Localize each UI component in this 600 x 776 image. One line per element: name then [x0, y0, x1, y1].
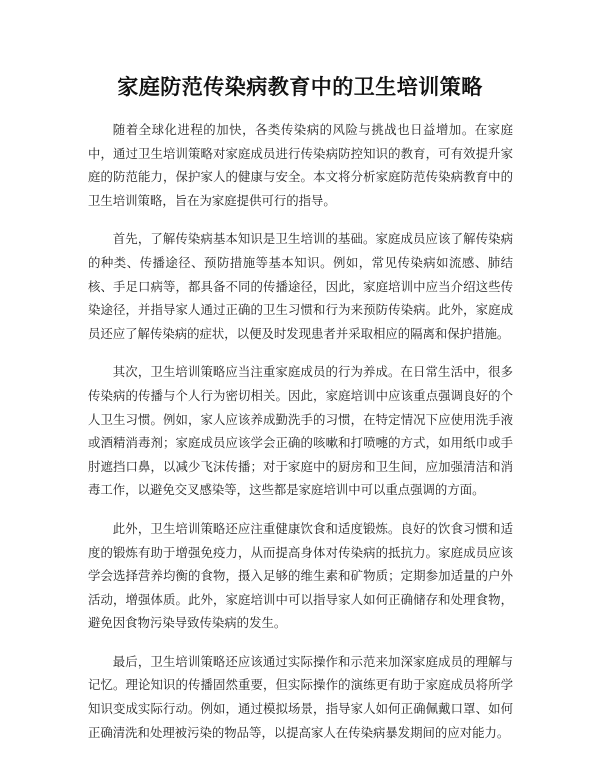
paragraph-third: 此外，卫生培训策略还应注重健康饮食和适度锻炼。良好的饮食习惯和适度的锻炼有助于增强免疫力，从而提高身体对传染病的抵抗力。家庭成员应该学会选择营养均衡的食物，摄入足够的维生素和矿物质；定期参加适量的户外活动，增强体质。此外，家庭培训中可以指导家人如何正确储存和处理食物，避免因食物污染导致传染病的发生。	[88, 520, 513, 631]
paragraph-first: 首先，了解传染病基本知识是卫生培训的基础。家庭成员应该了解传染病的种类、传播途径、预防措施等基本知识。例如，常见传染病如流感、肺结核、手足口病等，都具备不同的传播途径，因此，家庭培训中应当介绍这些传染途径，并指导家人通过正确的卫生习惯和行为来预防传染病。此外，家庭成员还应了解传染病的症状，以便及时发现患者并采取相应的隔离和保护措施。	[88, 231, 513, 341]
paragraph-intro: 随着全球化进程的加快，各类传染病的风险与挑战也日益增加。在家庭中，通过卫生培训策略对家庭成员进行传染病防控知识的教育，可有效提升家庭的防范能力，保护家人的健康与安全。本文将分析家庭防范传染病教育中的卫生培训策略，旨在为家庭提供可行的指导。	[88, 122, 513, 208]
paragraph-last: 最后，卫生培训策略还应该通过实际操作和示范来加深家庭成员的理解与记忆。理论知识的传播固然重要，但实际操作的演练更有助于家庭成员将所学知识变成实际行动。例如，通过模拟场景，指导家人如何正确佩戴口罩、如何正确清洗和处理被污染的物品等，以提高家人在传染病暴发期间的应对能力。	[88, 653, 513, 740]
document-title: 家庭防范传染病教育中的卫生培训策略	[117, 75, 483, 99]
document-body	[88, 118, 513, 759]
paragraph-second: 其次，卫生培训策略应当注重家庭成员的行为养成。在日常生活中，很多传染病的传播与个人行为密切相关。因此，家庭培训中应该重点强调良好的个人卫生习惯。例如，家人应该养成勤洗手的习惯，在特定情况下应使用洗手液或酒精消毒剂；家庭成员应该学会正确的咳嗽和打喷嚏的方式，如用纸巾或手肘遮挡口鼻，以减少飞沫传播；对于家庭中的厨房和卫生间，应加强清洁和消毒工作，以避免交叉感染等，这些都是家庭培训中可以重点强调的方面。	[88, 364, 513, 498]
